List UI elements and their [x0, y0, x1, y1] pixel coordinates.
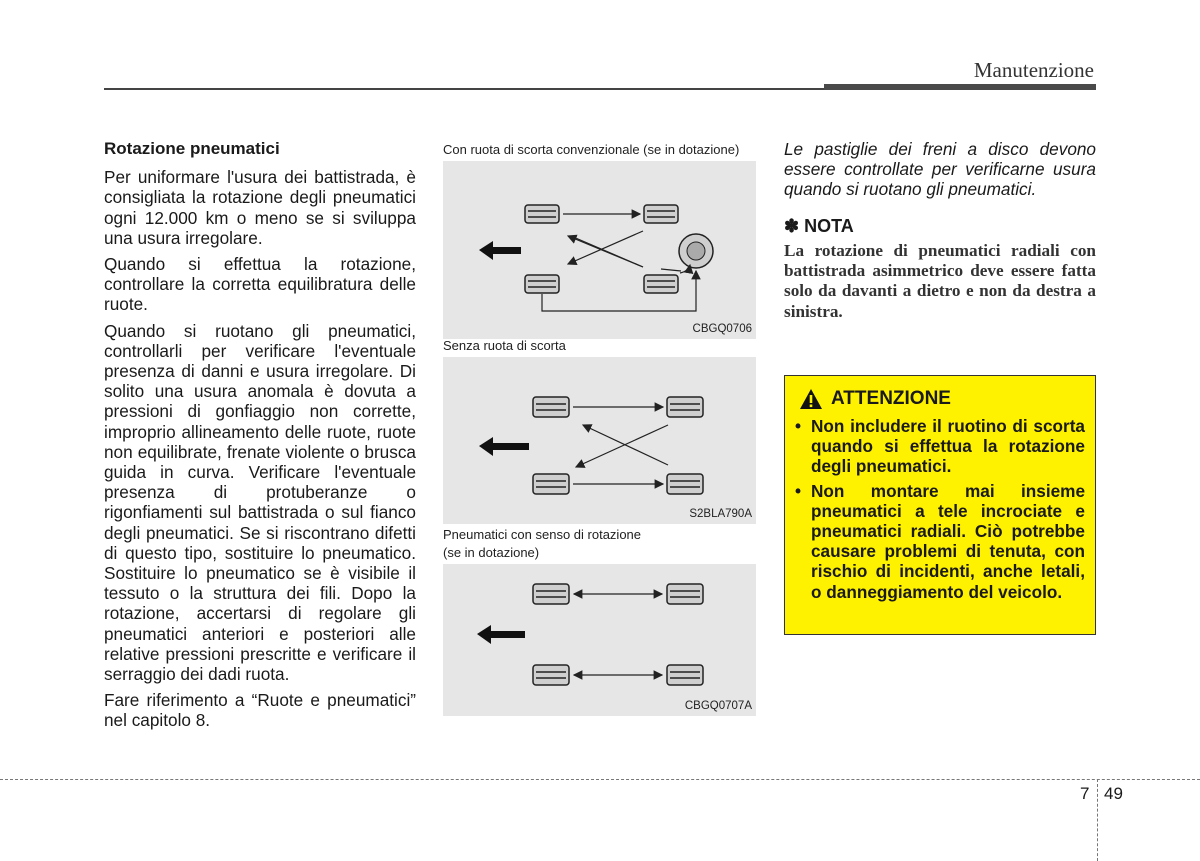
figure-code: CBGQ0706 — [692, 323, 752, 335]
paragraph-1: Per uniformare l'usura dei battistrada, è consigliata la rotazione degli pneumatici ogni 12.000 km o meno se si sviluppa una usura irregolare. — [104, 167, 416, 248]
bullet-icon: • — [795, 480, 802, 501]
figure-caption: Con ruota di scorta convenzionale (se in dotazione) — [443, 142, 740, 157]
direction-arrow — [479, 241, 521, 260]
figure-caption-line1: Pneumatici con senso di rotazione — [443, 527, 642, 542]
direction-arrow — [477, 625, 525, 644]
warning-item-text: Non includere il ruotino di scorta quando si effettua la rotazione degli pneumatici. — [811, 416, 1085, 477]
figure-caption-line2: (se in dotazione) — [443, 545, 540, 560]
warning-item — [795, 416, 1085, 477]
nota-title: ✽ NOTA — [784, 215, 854, 236]
figure-diagram — [443, 357, 756, 524]
warning-box — [784, 375, 1096, 635]
tire-front-right — [667, 397, 703, 417]
figure-no-spare — [443, 337, 756, 524]
nota-body: La rotazione di pneumatici radiali con battistrada asimmetrico deve essere fatta solo da davanti a dietro e non da destra a sinistra. — [784, 240, 1096, 321]
tire-front-right — [667, 584, 703, 604]
warning-item — [795, 481, 1085, 602]
footer-rule — [0, 779, 1200, 780]
brake-pad-note: Le pastiglie dei freni a disco devono essere controllate per verificarne usura quando si ruotano gli pneumatici. — [784, 139, 1096, 200]
tire-rear-left — [525, 275, 559, 293]
figure-directional — [443, 526, 756, 716]
paragraph-2: Quando si effettua la rotazione, controllare la corretta equilibratura delle ruote. — [104, 254, 416, 315]
tire-rear-right — [667, 474, 703, 494]
paragraph-4: Fare riferimento a “Ruote e pneumatici” nel capitolo 8. — [104, 690, 416, 731]
warning-title: ATTENZIONE — [831, 388, 951, 409]
warning-list — [795, 416, 1085, 602]
spare-tire — [679, 234, 713, 268]
text-column-right — [784, 139, 1096, 322]
footer-divider — [1097, 779, 1098, 861]
tire-front-right — [644, 205, 678, 223]
tire-rear-right — [644, 275, 678, 293]
warning-heading — [799, 388, 1085, 410]
figure-caption: Senza ruota di scorta — [443, 338, 566, 353]
tire-rear-left — [533, 474, 569, 494]
tire-front-left — [525, 205, 559, 223]
tire-front-left — [533, 584, 569, 604]
rotation-diagram-spare — [443, 161, 756, 339]
figure-diagram — [443, 564, 756, 716]
section-heading: Rotazione pneumatici — [104, 139, 280, 158]
paragraph-3: Quando si ruotano gli pneumatici, controllarli per verificare l'eventuale presenza di danni e usura irregolare. Di solito una usura anomala è dovuta a pressioni di gonfiaggio non corrette, improprio allineamento delle ruote, ruote non equilibrate, frenate violente o brusca guida in curva. Verificare l'eventuale presenza di protuberanze o rigonfiamenti sul battistrada o sul fianco degli pneumatici. Se si riscontrano difetti di questo tipo, sostituire lo pneumatico. Sostituire lo pneumatico se è visibile il tessuto o la struttura dei fili. Dopo la rotazione, accertarsi di regolare gli pneumatici anteriori e posteriori alle relative pressioni prescritte e verificare il serraggio dei dadi ruota. — [104, 320, 416, 685]
figure-diagram — [443, 161, 756, 339]
text-column-left — [104, 139, 416, 737]
header-rule — [104, 88, 824, 90]
warning-triangle-icon — [799, 388, 823, 410]
bullet-icon: • — [795, 416, 802, 436]
tire-rear-right — [667, 665, 703, 685]
tire-rear-left — [533, 665, 569, 685]
section-title: Manutenzione — [973, 58, 1094, 82]
figure-code: CBGQ0707A — [684, 700, 752, 712]
figure-spare-conventional — [443, 141, 756, 339]
rotation-diagram-directional — [443, 564, 756, 716]
chapter-number: 7 — [1080, 784, 1090, 803]
header-bar — [824, 84, 1096, 90]
warning-item-text: Non montare mai insieme pneumatici a tele incrociate e pneumatici radiali. Ciò potrebbe causare problemi di tenuta, con rischio di incidenti, anche letali, o danneggiamento del veicolo. — [811, 480, 1085, 602]
rotation-diagram-no-spare — [443, 357, 756, 524]
tire-front-left — [533, 397, 569, 417]
figure-code: S2BLA790A — [689, 508, 752, 520]
direction-arrow — [479, 437, 529, 456]
page-number: 49 — [1104, 784, 1123, 803]
